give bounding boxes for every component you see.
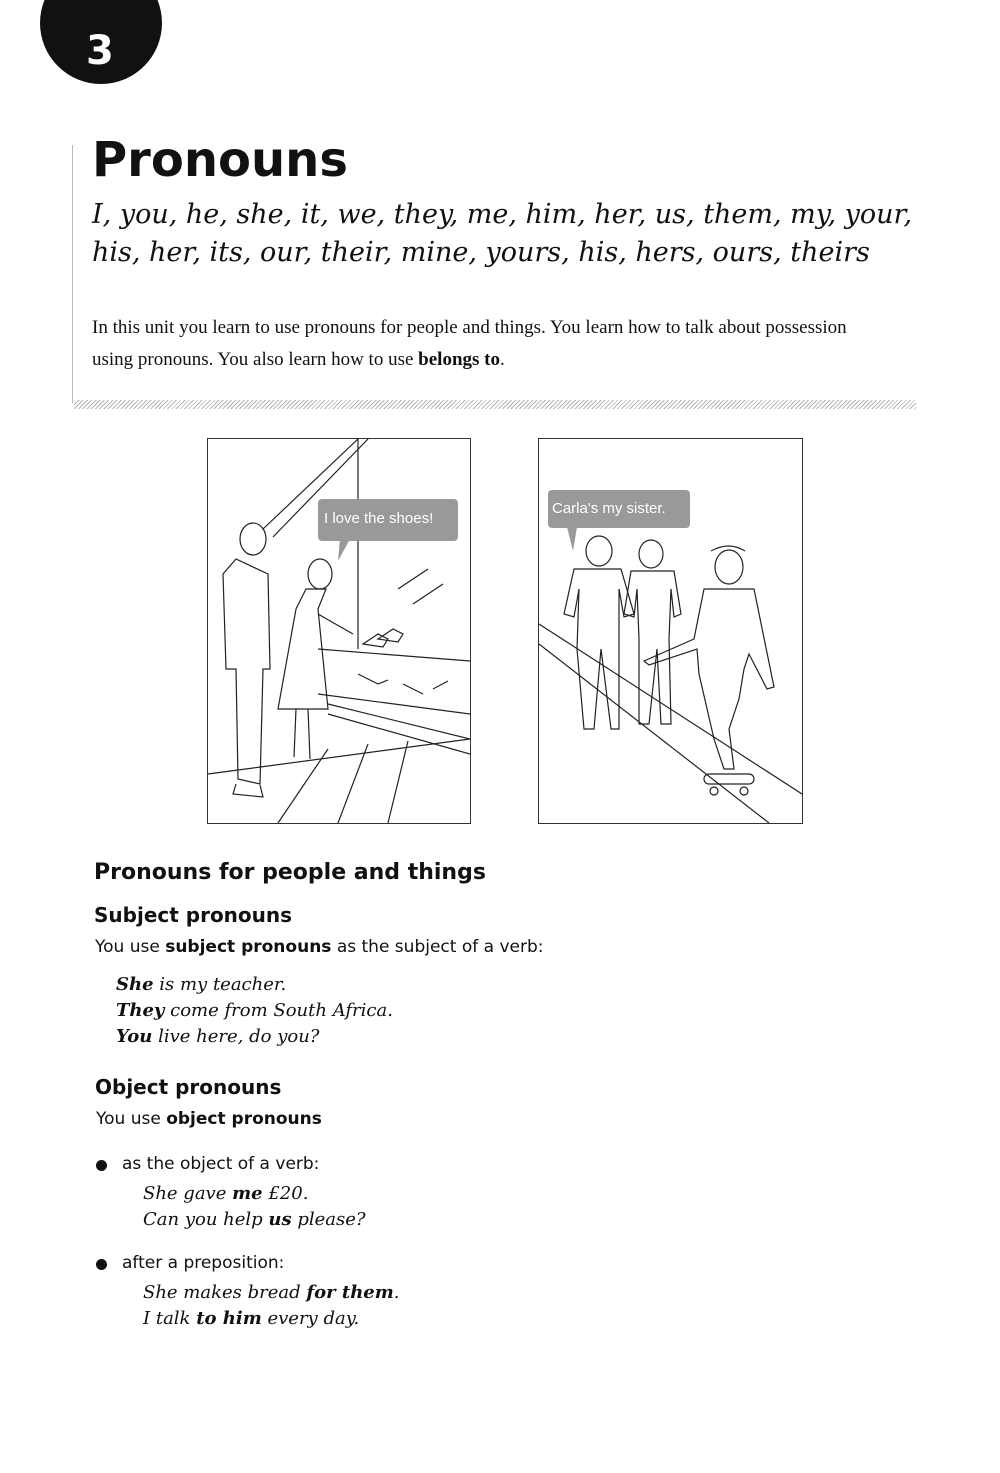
shoe-shop-drawing <box>208 439 470 823</box>
example-start: I talk <box>143 1308 197 1329</box>
bullet-icon <box>96 1160 107 1171</box>
desc-end: as the subject of a verb: <box>331 937 544 957</box>
example-pronoun: to him <box>196 1308 262 1329</box>
subject-example <box>116 1024 319 1050</box>
intro-text-bold: belongs to <box>418 349 500 370</box>
desc-bold: object pronouns <box>166 1109 322 1129</box>
desc-start: You use <box>95 937 166 957</box>
intro-text-end: . <box>500 349 505 370</box>
pronoun-list: I, you, he, she, it, we, they, me, him, her, us, them, my, your, his, her, its, our, their, mine, yours, his, hers, ours, theirs <box>92 199 913 268</box>
example-rest: is my teacher. <box>153 974 287 995</box>
object-pronouns-heading: Object pronouns <box>95 1075 282 1099</box>
example-pronoun: They <box>116 1000 165 1021</box>
desc-bold: subject pronouns <box>165 937 332 957</box>
illustration-skateboard <box>538 438 803 824</box>
example-start: She makes bread <box>143 1282 307 1303</box>
intro-text-start: In this unit you learn to use pronouns for people and things. You learn how to talk about possession using pronouns. You also learn how to use <box>92 317 847 370</box>
example-pronoun: us <box>268 1209 292 1230</box>
bullet-icon <box>96 1259 107 1270</box>
example-rest: live here, do you? <box>152 1026 320 1047</box>
object-example <box>143 1306 359 1332</box>
intro-rule <box>72 145 73 403</box>
example-end: £20. <box>262 1183 309 1204</box>
intro-text <box>92 312 892 376</box>
desc-start: You use <box>96 1109 167 1129</box>
example-pronoun: She <box>116 974 154 995</box>
unit-number: 3 <box>86 28 114 74</box>
example-start: She gave <box>143 1183 233 1204</box>
speech-bubble-left <box>318 499 458 561</box>
bullet-label: as the object of a verb: <box>122 1154 320 1174</box>
object-pronouns-desc <box>96 1109 322 1129</box>
bullet-label: after a preposition: <box>122 1253 285 1273</box>
example-end: every day. <box>261 1308 360 1329</box>
illustration-shoe-shop <box>207 438 471 824</box>
example-pronoun: You <box>116 1026 153 1047</box>
subject-example <box>116 972 286 998</box>
example-pronoun: for them <box>306 1282 394 1303</box>
hatched-divider <box>74 400 916 409</box>
subject-example <box>116 998 393 1024</box>
object-example <box>143 1207 366 1233</box>
section-heading: Pronouns for people and things <box>94 860 486 885</box>
example-start: Can you help <box>143 1209 269 1230</box>
subject-pronouns-desc <box>95 937 543 957</box>
subject-pronouns-heading: Subject pronouns <box>94 903 293 927</box>
object-example <box>143 1181 308 1207</box>
example-rest: come from South Africa. <box>164 1000 393 1021</box>
speech-bubble-right-text: Carla's my sister. <box>552 500 666 517</box>
example-pronoun: me <box>232 1183 263 1204</box>
object-example <box>143 1280 400 1306</box>
skateboard-drawing <box>539 439 802 823</box>
page-title: Pronouns <box>92 132 348 188</box>
example-end: . <box>393 1282 400 1303</box>
speech-bubble-left-text: I love the shoes! <box>324 510 434 527</box>
example-end: please? <box>291 1209 366 1230</box>
